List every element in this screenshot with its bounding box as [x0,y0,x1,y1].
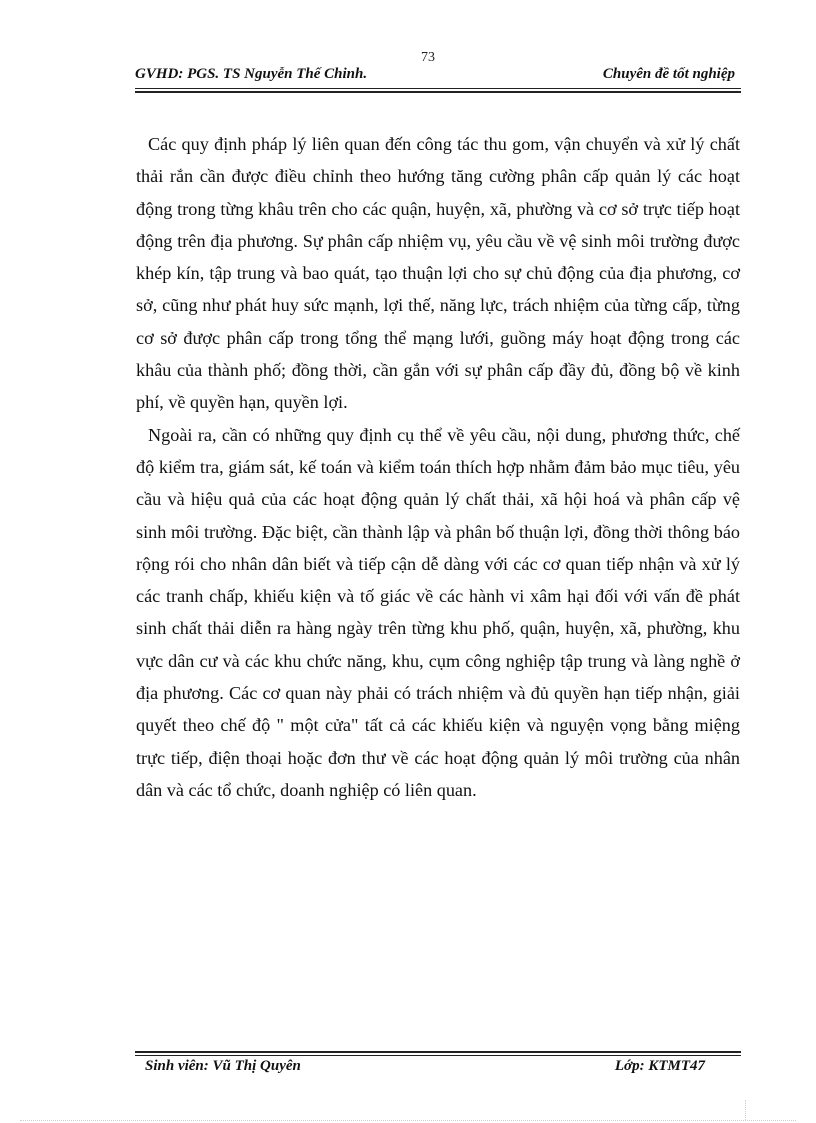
paragraph-inspection: Ngoài ra, cần có những quy định cụ thể về yêu cầu, nội dung, phương thức, chế độ kiểm tra, giám sát, kế toán và kiểm toán thích hợp nhằm đảm bảo mục tiêu, yêu cầu và hiệu quả của các hoạt động quản lý chất thải, xã hội hoá và phân cấp vệ sinh môi trường. Đặc biệt, cần thành lập và phân bố thuận lợi, đồng thời thông báo rộng rói cho nhân dân biết và tiếp cận dễ dàng với các cơ quan tiếp nhận và xử lý các tranh chấp, khiếu kiện và tố giác về các hành vi xâm hại đối với vấn đề phát sinh chất thải diễn ra hàng ngày trên từng khu phố, quận, huyện, xã, phường, khu vực dân cư và các khu chức năng, khu, cụm công nghiệp tập trung và làng nghề ở địa phương. Các cơ quan này phải có trách nhiệm và đủ quyền hạn tiếp nhận, giải quyết theo chế độ " một cửa" tất cả các khiếu kiện và nguyện vọng bằng miệng trực tiếp, điện thoại hoặc đơn thư về các hoạt động quản lý môi trường của nhân dân và các tổ chức, doanh nghiệp có liên quan. [136,424,740,800]
paragraph-regulations: Các quy định pháp lý liên quan đến công tác thu gom, vận chuyển và xử lý chất thải rắn cần được điều chỉnh theo hướng tăng cường phân cấp quản lý các hoạt động trong từng khâu trên cho các quận, huyện, xã, phường và cơ sở trực tiếp hoạt động trên địa phương. Sự phân cấp nhiệm vụ, yêu cầu về vệ sinh môi trường được khép kín, tập trung và bao quát, tạo thuận lợi cho sự chủ động của địa phương, cơ sở, cũng như phát huy sức mạnh, lợi thế, năng lực, trách nhiệm của từng cấp, từng cơ sở được phân cấp trong tổng thể mạng lưới, guồng máy hoạt động trong các khâu của thành phố; đồng thời, cần gắn với sự phân cấp đầy đủ, đồng bộ về kinh phí, về quyền hạn, quyền lợi. [136,134,740,413]
footer-rule-thick [135,1051,741,1053]
header-document-type: Chuyên đề tốt nghiệp [602,66,735,82]
page-bottom-edge [20,1120,796,1121]
header-advisor: GVHD: PGS. TS Nguyễn Thế Chinh. [135,66,368,82]
header-rule-thick [135,91,741,93]
page-header [135,66,741,86]
body-text [136,128,740,806]
footer-student: Sinh viên: Vũ Thị Quyên [145,1058,301,1074]
footer-class: Lớp: KTMT47 [614,1058,705,1074]
footer-rule-thin [135,1055,741,1056]
page-number: 73 [421,50,435,65]
header-rule-thin [135,88,741,89]
page-footer [145,1058,705,1078]
page-corner-marker [745,1100,746,1120]
